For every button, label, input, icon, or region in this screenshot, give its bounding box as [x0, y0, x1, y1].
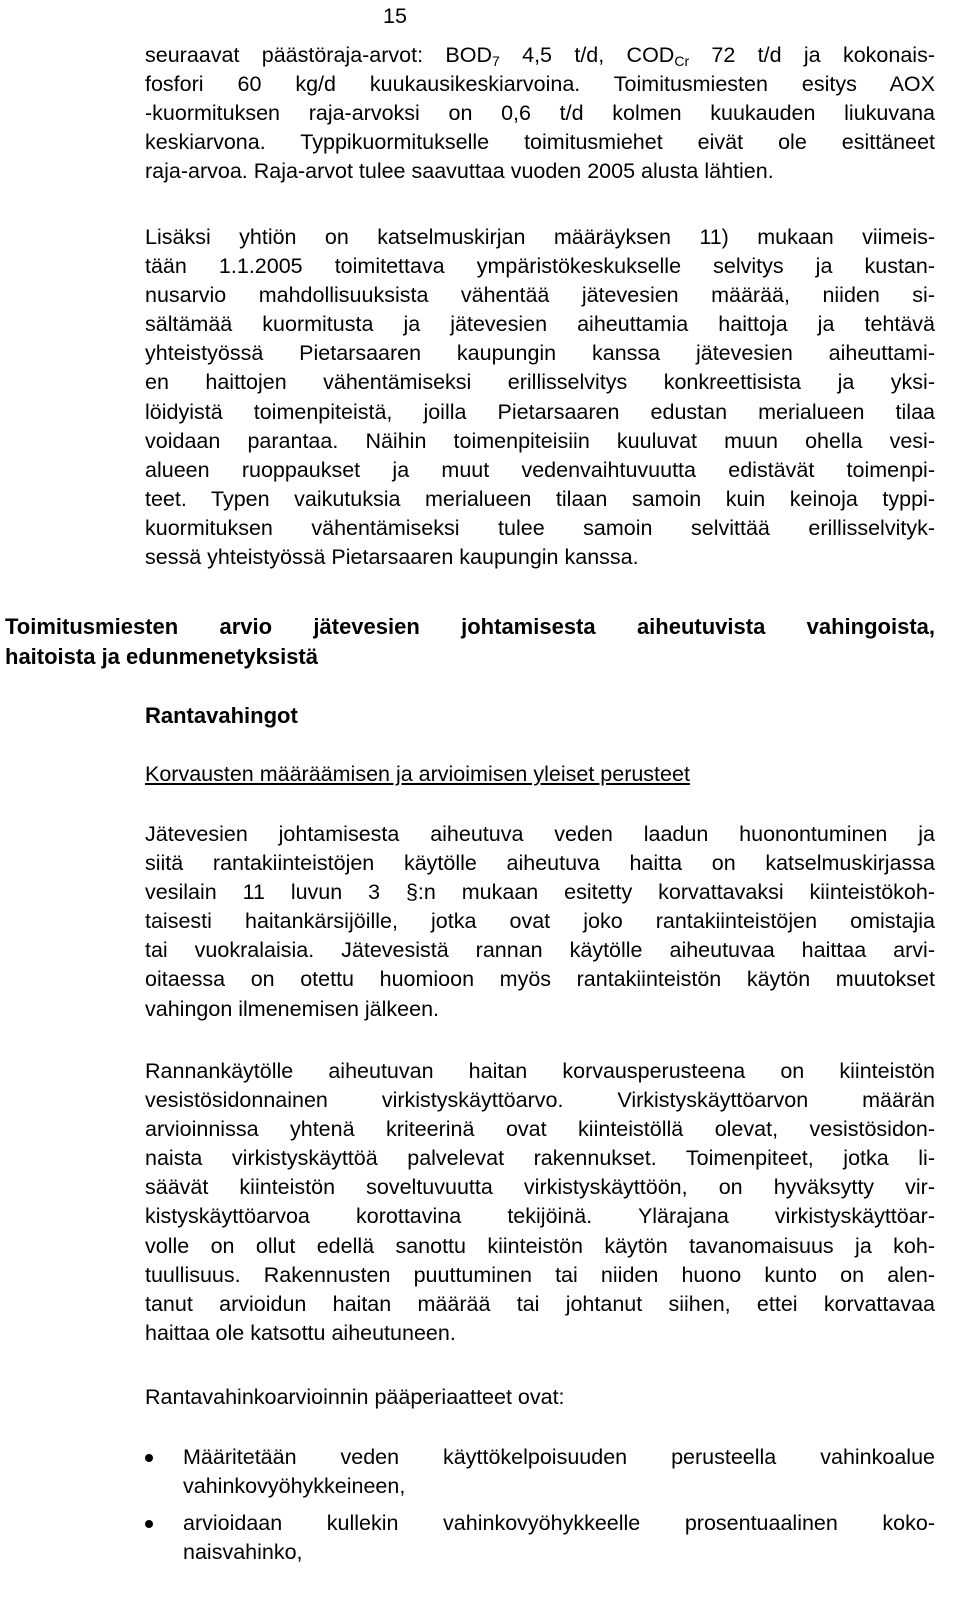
bullet-icon — [145, 1520, 153, 1528]
paragraph-line: vahingon ilmenemisen jälkeen. — [145, 996, 440, 1021]
intro-line-1: seuraavat päästöraja-arvot: $BOD_7$ 4,5 t/d, $COD_{Cr}$ 72 t/d ja kokonais- — [145, 43, 935, 69]
paragraph-line: kistyskäyttöarvoa korottavina tekijöinä. Ylärajana virkistyskäyttöar- — [145, 1204, 935, 1229]
paragraph-line: haittaa ole katsottu aiheutuneen. — [145, 1320, 456, 1345]
list-item-line: vahinkovyöhykkeineen, — [183, 1474, 406, 1499]
paragraph-line: teet. Typen vaikutuksia merialueen tilaan samoin kuin keinoja typpi- — [145, 486, 935, 511]
section-heading — [5, 612, 935, 671]
page-number: 15 — [383, 4, 407, 28]
intro-line: fosfori 60 kg/d kuukausikeskiarvoina. Toimitusmiesten esitys AOX — [145, 72, 935, 97]
paragraph-recreational-value — [145, 1057, 935, 1348]
paragraph-line: volle on ollut edellä sanottu kiinteistön käytön tavanomaisuus ja koh- — [145, 1233, 935, 1258]
paragraph-line: siitä rantakiinteistöjen käytölle aiheutuva haitta on katselmuskirjassa — [145, 851, 935, 876]
intro-line: -kuormituksen raja-arvoksi on 0,6 t/d kolmen kuukauden liukuvana — [145, 101, 935, 126]
paragraph-line: oitaessa on otettu huomioon myös rantakiinteistön käytön muutokset — [145, 967, 935, 992]
intro-line: keskiarvona. Typpikuormitukselle toimitusmiehet eivät ole esittäneet — [145, 130, 935, 155]
paragraph-line: arvioinnissa yhtenä kriteerinä ovat kiinteistöllä olevat, vesistösidon- — [145, 1117, 935, 1142]
list-item — [145, 1509, 935, 1567]
paragraph-line: säävät kiinteistön soveltuvuutta virkistyskäyttöön, on hyväksytty vir- — [145, 1175, 935, 1200]
paragraph-line: tään 1.1.2005 toimitettava ympäristökeskukselle selvitys ja kustan- — [145, 254, 935, 279]
paragraph-line: sessä yhteistyössä Pietarsaaren kaupungin kanssa. — [145, 545, 639, 570]
section-heading-line: Toimitusmiesten arvio jätevesien johtamisesta aiheutuvista vahingoista, — [5, 614, 935, 639]
paragraph-compensation-basis — [145, 820, 935, 1024]
topic-heading: Korvausten määräämisen ja arvioimisen yleiset perusteet — [145, 762, 690, 786]
paragraph-line: tai vuokralaisia. Jätevesistä rannan käytölle aiheutuvaa haittaa arvi- — [145, 938, 935, 963]
paragraph-line: Rannankäytölle aiheutuvan haitan korvausperusteena on kiinteistön — [145, 1059, 935, 1083]
paragraph-line: nusarvio mahdollisuuksista vähentää jätevesien määrää, niiden si- — [145, 283, 935, 308]
list-item — [145, 1443, 935, 1501]
paragraph-line: tuullisuus. Rakennusten puuttuminen tai niiden huono kunto on alen- — [145, 1262, 935, 1287]
paragraph-line: taisesti haitankärsijöille, jotka ovat joko rantakiinteistöjen omistajia — [145, 909, 935, 934]
paragraph-line: alueen ruoppaukset ja muut vedenvaihtuvuutta edistävät toimenpi- — [145, 457, 935, 482]
paragraph-line: en haittojen vähentämiseksi erillisselvitys konkreettisista ja yksi- — [145, 370, 935, 395]
paragraph-line: tanut arvioidun haitan määrää tai johtanut siihen, ettei korvattavaa — [145, 1291, 935, 1316]
paragraph-line: Jätevesien johtamisesta aiheutuva veden laadun huonontuminen ja — [145, 822, 935, 846]
bullet-icon — [145, 1454, 153, 1462]
subsection-heading: Rantavahingot — [145, 703, 298, 728]
paragraph-line: voidaan parantaa. Näihin toimenpiteisiin kuuluvat muun ohella vesi- — [145, 428, 935, 453]
paragraph-line: Rantavahinkoarvioinnin pääperiaatteet ovat: — [145, 1385, 565, 1409]
paragraph-additional-requirements — [145, 223, 935, 572]
list-item-line: naisvahinko, — [183, 1540, 303, 1565]
paragraph-line: yhteistyössä Pietarsaaren kaupungin kanssa jätevesien aiheuttami- — [145, 341, 935, 366]
paragraph-line: kuormituksen vähentämiseksi tulee samoin selvittää erillisselvityk- — [145, 515, 935, 540]
list-item-line: Määritetään veden käyttökelpoisuuden perusteella vahinkoalue — [183, 1445, 935, 1469]
paragraph-line: naista virkistyskäyttöä palvelevat rakennukset. Toimenpiteet, jotka li- — [145, 1146, 935, 1171]
paragraph-principles-intro — [145, 1383, 935, 1412]
principles-list — [145, 1443, 935, 1567]
list-item-line: arvioidaan kullekin vahinkovyöhykkeelle prosentuaalinen koko- — [183, 1511, 935, 1536]
paragraph-line: Lisäksi yhtiön on katselmuskirjan määräyksen 11) mukaan viimeis- — [145, 225, 935, 249]
paragraph-line: sältämää kuormitusta ja jätevesien aiheuttamia haittoja ja tehtävä — [145, 312, 935, 337]
paragraph-line: vesilain 11 luvun 3 §:n mukaan esitetty korvattavaksi kiinteistökoh- — [145, 880, 935, 905]
paragraph-line: vesistösidonnainen virkistyskäyttöarvo. Virkistyskäyttöarvon määrän — [145, 1088, 935, 1113]
paragraph-line: löidyistä toimenpiteistä, joilla Pietarsaaren edustan merialueen tilaa — [145, 399, 935, 424]
intro-paragraph — [145, 41, 935, 186]
intro-line: raja-arvoa. Raja-arvot tulee saavuttaa vuoden 2005 alusta lähtien. — [145, 159, 774, 184]
section-heading-line: haitoista ja edunmenetyksistä — [5, 643, 318, 669]
